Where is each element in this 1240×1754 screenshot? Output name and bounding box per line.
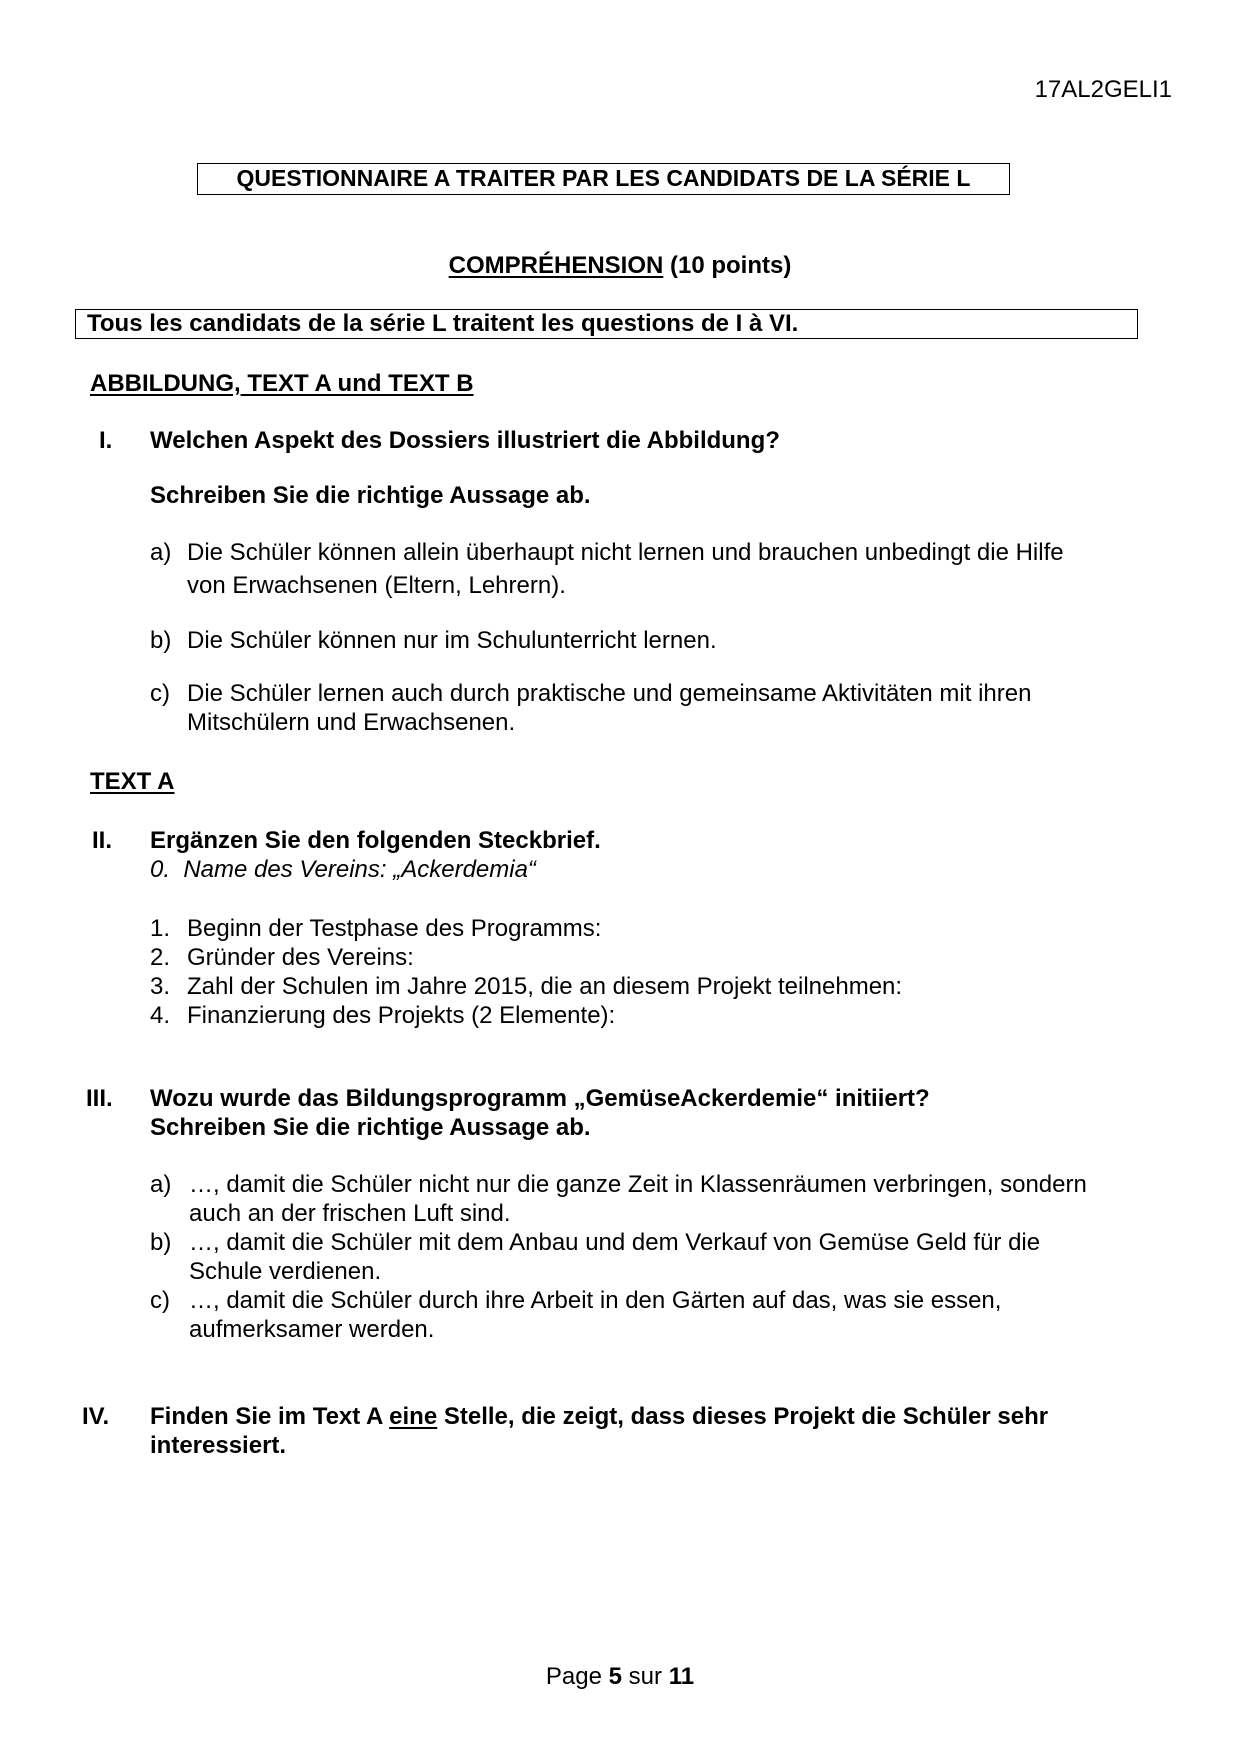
- section-points: (10 points): [663, 252, 792, 279]
- option-text-line: auch an der frischen Luft sind.: [189, 1200, 511, 1227]
- question-3-text: Wozu wurde das Bildungsprogramm „GemüseAckerdemie“ initiiert?: [150, 1085, 930, 1112]
- item-label: 4.: [150, 1002, 171, 1029]
- option-text-line: …, damit die Schüler durch ihre Arbeit in den Gärten auf das, was sie essen,: [189, 1287, 1002, 1314]
- footer-prefix: Page: [545, 1663, 609, 1690]
- option-text-line: …, damit die Schüler mit dem Anbau und dem Verkauf von Gemüse Geld für die: [189, 1229, 1041, 1256]
- question-4-part1: Finden Sie im Text A: [150, 1403, 390, 1430]
- question-2-number: II.: [92, 827, 113, 854]
- footer-middle: sur: [622, 1663, 669, 1690]
- item-text: Beginn der Testphase des Programms:: [187, 915, 602, 942]
- subheading-text-a: TEXT A: [90, 768, 175, 795]
- option-text-line: aufmerksamer werden.: [189, 1316, 435, 1343]
- option-label: b): [150, 627, 172, 654]
- item-text: Zahl der Schulen im Jahre 2015, die an diesem Projekt teilnehmen:: [187, 973, 903, 1000]
- page-footer: [0, 1663, 1240, 1691]
- option-label: c): [150, 680, 170, 707]
- item-text: Gründer des Vereins:: [187, 944, 414, 971]
- question-1-text: Welchen Aspekt des Dossiers illustriert die Abbildung?: [150, 427, 780, 454]
- question-2-example: 0. Name des Vereins: „Ackerdemia“: [150, 856, 536, 883]
- question-4-text-line2: interessiert.: [150, 1432, 287, 1459]
- document-code: 17AL2GELI1: [1034, 76, 1172, 103]
- option-text-line: …, damit die Schüler nicht nur die ganze Zeit in Klassenräumen verbringen, sondern: [189, 1171, 1087, 1198]
- question-3-number: III.: [86, 1085, 113, 1112]
- option-label: c): [150, 1287, 170, 1314]
- question-4-underlined: eine: [389, 1403, 438, 1430]
- option-text-line: Die Schüler lernen auch durch praktische und gemeinsame Aktivitäten mit ihren: [187, 680, 1032, 707]
- page-title: QUESTIONNAIRE A TRAITER PAR LES CANDIDATS DE LA SÉRIE L: [197, 163, 1010, 195]
- question-1-instruction: Schreiben Sie die richtige Aussage ab.: [150, 482, 591, 509]
- option-text-line: von Erwachsenen (Eltern, Lehrern).: [187, 572, 566, 599]
- item-label: 2.: [150, 944, 171, 971]
- question-2-text: Ergänzen Sie den folgenden Steckbrief.: [150, 827, 601, 854]
- footer-page-number: 5: [608, 1663, 622, 1690]
- question-4-text: [150, 1403, 1048, 1431]
- option-label: a): [150, 1171, 172, 1198]
- option-text-line: Mitschülern und Erwachsenen.: [187, 709, 516, 736]
- item-label: 3.: [150, 973, 171, 1000]
- footer-total-pages: 11: [668, 1663, 695, 1690]
- option-label: b): [150, 1229, 172, 1256]
- subheading-abbildung: ABBILDUNG, TEXT A und TEXT B: [90, 370, 474, 397]
- instruction-box: Tous les candidats de la série L traitent les questions de I à VI.: [75, 309, 1138, 339]
- question-4-number: IV.: [82, 1403, 110, 1430]
- option-text-line: Die Schüler können nur im Schulunterricht lernen.: [187, 627, 717, 654]
- option-label: a): [150, 539, 172, 566]
- option-text-line: Schule verdienen.: [189, 1258, 382, 1285]
- section-label: COMPRÉHENSION: [448, 252, 664, 279]
- section-heading: [0, 252, 1240, 280]
- question-3-instruction: Schreiben Sie die richtige Aussage ab.: [150, 1114, 591, 1141]
- option-text-line: Die Schüler können allein überhaupt nicht lernen und brauchen unbedingt die Hilfe: [187, 539, 1064, 566]
- question-1-number: I.: [99, 427, 113, 454]
- question-4-part2: Stelle, die zeigt, dass dieses Projekt die Schüler sehr: [437, 1403, 1049, 1430]
- item-text: Finanzierung des Projekts (2 Elemente):: [187, 1002, 616, 1029]
- item-label: 1.: [150, 915, 171, 942]
